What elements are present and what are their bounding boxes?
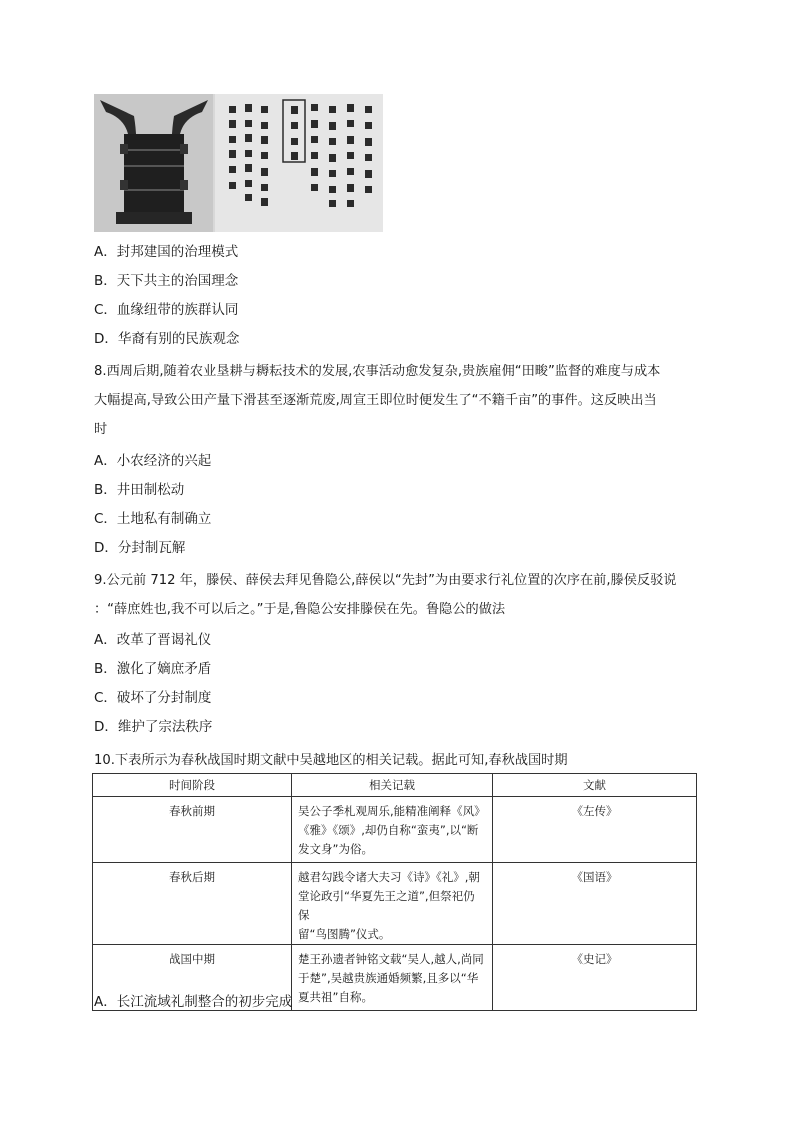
cell-source: 《左传》 — [493, 797, 697, 863]
q8-option-d: D．分封制瓦解 — [94, 540, 186, 556]
q7-option-c: C．血缘纽带的族群认同 — [94, 302, 239, 318]
wuyue-records-table — [92, 773, 697, 1011]
record-line: 堂论政引“华夏先王之道”,但祭祀仍保 — [298, 889, 475, 922]
cell-period: 春秋后期 — [93, 863, 292, 945]
cell-period: 春秋前期 — [93, 797, 292, 863]
record-line: 夏共祖”自称。 — [298, 990, 373, 1004]
record-line: 越君勾践令诸大夫习《诗》《礼》,朝 — [298, 870, 480, 884]
q8-stem-line-1: 8.西周后期,随着农业垦耕与耨耘技术的发展,农事活动愈发复杂,贵族雇佣“田畯”监督的难度与成本 — [94, 364, 661, 379]
cell-record — [292, 797, 493, 863]
q9-option-d: D．维护了宗法秩序 — [94, 719, 213, 735]
q9-option-a: A．改革了晋谒礼仪 — [94, 632, 212, 648]
q9-stem-line-1: 9.公元前 712 年，滕侯、薛侯去拜见鲁隐公,薛侯以“先封”为由要求行礼位置的次序在前,滕侯反驳说 — [94, 573, 677, 588]
q10-option-a: A．长江流域礼制整合的初步完成 — [94, 994, 293, 1010]
q8-stem-line-2: 大幅提高,导致公田产量下滑甚至逐渐荒废,周宣王即位时便发生了“不籍千亩”的事件。这反映出当 — [94, 393, 657, 408]
cell-source: 《国语》 — [493, 863, 697, 945]
q7-option-a: A．封邦建国的治理模式 — [94, 244, 239, 260]
header-source: 文献 — [493, 774, 697, 797]
record-line: 留“鸟图腾”仪式。 — [298, 927, 391, 941]
q9-option-b: B．激化了嫡庶矛盾 — [94, 661, 212, 677]
header-record: 相关记载 — [292, 774, 493, 797]
header-period: 时间阶段 — [93, 774, 292, 797]
q9-option-c: C．破坏了分封制度 — [94, 690, 212, 706]
record-line: 《雅》《颂》,却仍自称“蛮夷”,以“断 — [298, 823, 479, 837]
record-line: 于楚”,吴越贵族通婚频繁,且多以“华 — [298, 971, 479, 985]
q10-stem: 10.下表所示为春秋战国时期文献中吴越地区的相关记载。据此可知,春秋战国时期 — [94, 753, 568, 768]
q8-option-b: B．井田制松动 — [94, 482, 185, 498]
record-line: 发文身”为俗。 — [298, 842, 373, 856]
table-row — [93, 797, 697, 863]
q8-option-c: C．土地私有制确立 — [94, 511, 212, 527]
bronze-vessel-figure — [94, 94, 383, 232]
table-row — [93, 863, 697, 945]
record-line: 楚王孙遗者钟铭文载“吴人,越人,尚同 — [298, 952, 484, 966]
q8-stem-line-3: 时 — [94, 422, 108, 437]
inscription-rubbing — [215, 94, 383, 232]
bronze-vessel-photo — [94, 94, 213, 232]
q8-option-a: A．小农经济的兴起 — [94, 453, 212, 469]
q7-option-b: B．天下共主的治国理念 — [94, 273, 239, 289]
q7-option-d: D．华裔有别的民族观念 — [94, 331, 240, 347]
q9-stem-line-2: ：“薛庶姓也,我不可以后之。”于是,鲁隐公安排滕侯在先。鲁隐公的做法 — [94, 602, 506, 617]
cell-record — [292, 945, 493, 1011]
table-header-row — [93, 774, 697, 797]
cell-period: 战国中期 — [93, 945, 292, 1011]
record-line: 吴公子季札观周乐,能精准阐释《风》 — [298, 804, 486, 818]
cell-record — [292, 863, 493, 945]
cell-source: 《史记》 — [493, 945, 697, 1011]
